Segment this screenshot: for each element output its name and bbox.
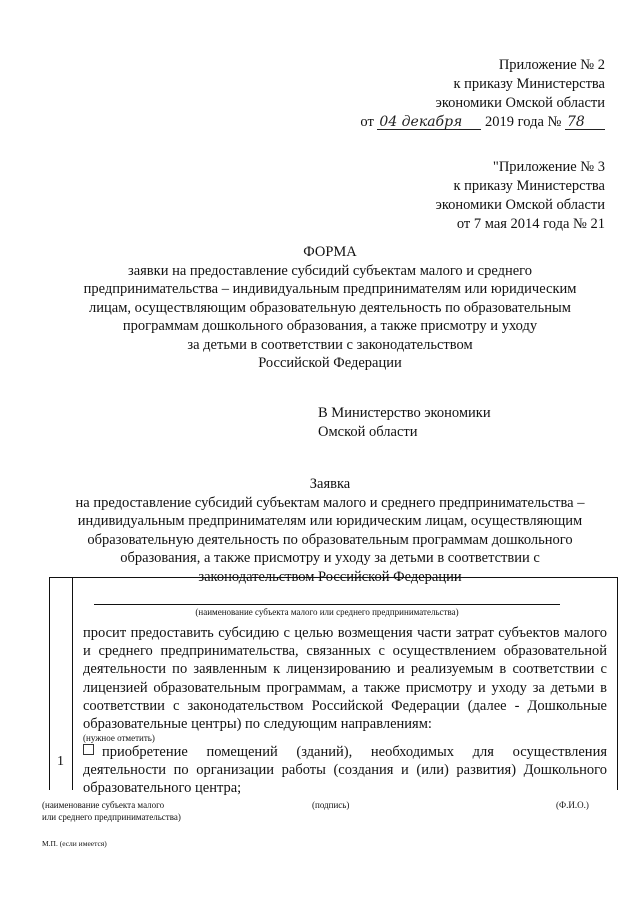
appendix-3-header [436,158,605,234]
addressee-line1: В Министерство экономики [318,405,491,421]
form-title-line5: за детьми в соответствии с законодательством [187,336,473,353]
application-title-line3: образовательную деятельность по образовательным программам дошкольного [87,531,573,548]
appendix-3-line1: "Приложение № 3 [492,159,605,175]
form-title-line1: заявки на предоставление субсидий субъектам малого и среднего [127,262,533,279]
application-title-line1: на предоставление субсидий субъектам малого и среднего предпринимательства – [75,494,585,511]
direction-checkbox[interactable] [83,744,94,755]
application-title-line4: образования, а также присмотру и уходу за детьми в соответствии с [120,550,540,566]
addressee-line2: Омской области [318,424,418,440]
appendix-2-line3: экономики Омской области [435,95,605,111]
appendix-2-line2: к приказу Министерства [453,76,605,92]
application-body-text: просит предоставить субсидию с целью возмещения части затрат субъектов малого и среднего предпринимательства, связанных с осуществлением образовательной деятельности по заявленным к лицензированию и реализуемым в соответствии с лицензией образовательным программам, а также присмотру и уходу за детьми в соответствии с законодательством Российской Федерации (далее - Дошкольные образовательные центры) по следующим направлениям: [83,625,607,733]
signature-name-line2: или среднего предпринимательства) [42,812,181,822]
application-table [49,577,618,797]
fio-caption: (Ф.И.О.) [556,800,589,810]
appendix-2-header [360,56,605,132]
form-heading: ФОРМА [303,244,357,260]
appendix-3-line3: экономики Омской области [435,197,605,213]
addressee-block [318,404,491,442]
application-title-line5: законодательством Российской Федерации [198,568,462,585]
appendix-2-date-line [360,113,605,132]
form-title-line6: Российской Федерации [258,355,402,371]
application-title-block [40,475,620,586]
application-body [83,624,607,744]
from-prefix: от [360,114,374,130]
direction-option-premises [83,743,607,798]
appendix-3-line2: к приказу Министерства [453,178,605,194]
form-title-line4: программам дошкольного образования, а также присмотру и уходу [122,318,538,334]
signature-name-line1: (наименование субъекта малого [42,800,165,810]
subject-name-caption: (наименование субъекта малого или среднего предпринимательства) [195,607,459,617]
form-title-line3: лицам, осуществляющим образовательную деятельность по образовательным [89,299,571,316]
form-title-line2: предпринимательства – индивидуальным предпринимателям или юридическим [83,281,577,297]
signature-caption: (подпись) [312,800,350,810]
table-row-number: 1 [57,754,64,769]
appendix-3-line4: от 7 мая 2014 года № 21 [456,216,605,232]
year-text: 2019 года № [485,114,562,130]
application-title-line2: индивидуальным предпринимателям или юридическим лицам, осуществляющим [77,513,583,529]
appendix-2-line1: Приложение № 2 [498,57,605,73]
stamp-caption: М.П. (если имеется) [42,839,107,848]
select-note: (нужное отметить) [83,733,155,744]
direction-option-text: приобретение помещений (зданий), необходимых для осуществления деятельности по организации работы (создания и (или) развития) Дошкольного образовательного центра; [83,744,607,797]
subject-name-field[interactable] [94,604,560,605]
handwritten-date: 04 декабря [377,115,481,130]
handwritten-number: 78 [565,115,605,130]
signature-name-caption [42,799,181,823]
application-heading: Заявка [309,476,351,492]
form-title-block [40,243,620,373]
table-column-divider [72,578,73,790]
